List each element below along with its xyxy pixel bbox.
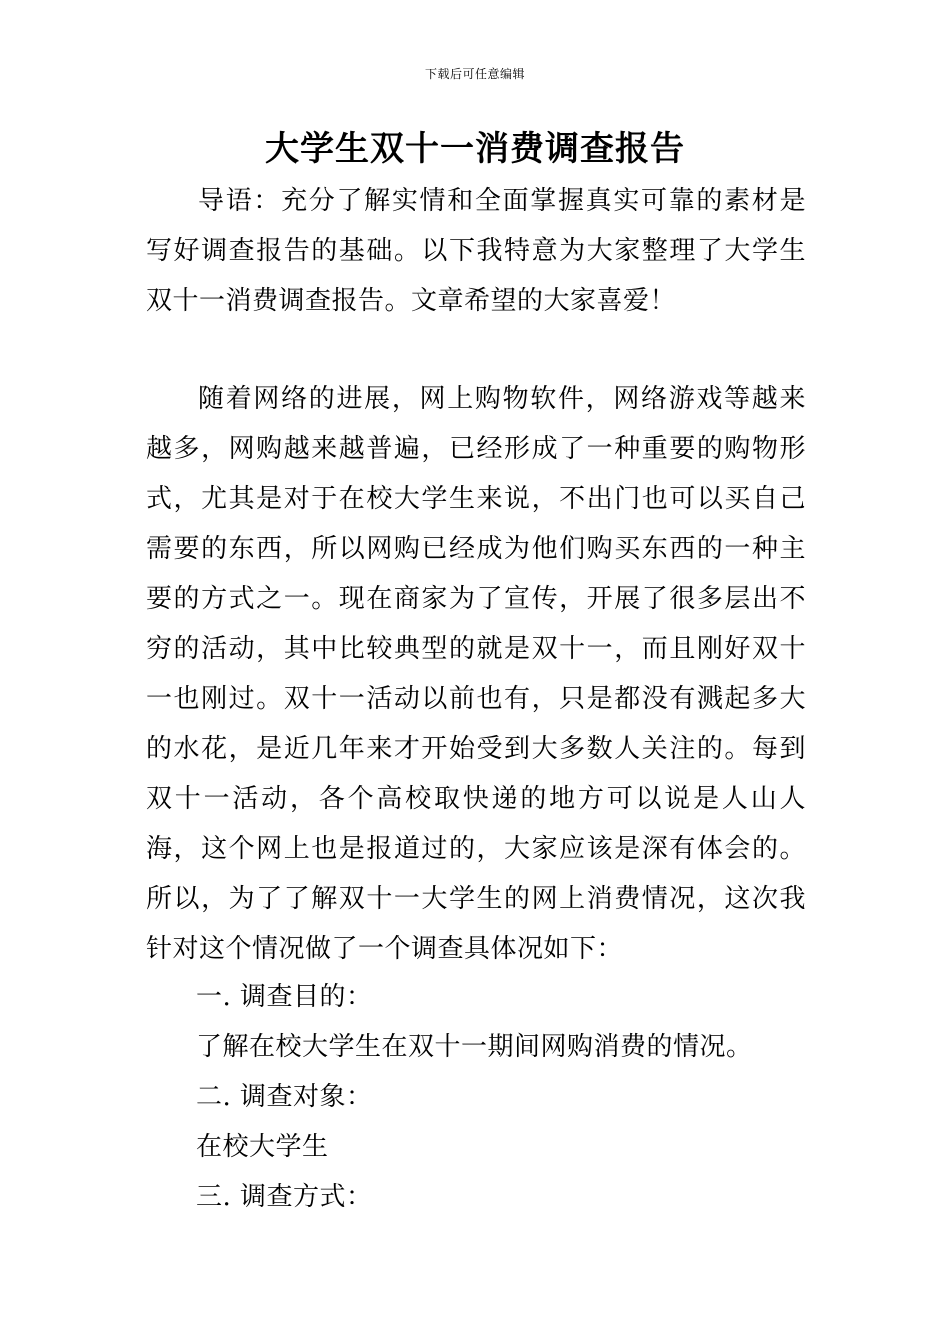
- section-content-subject: 在校大学生: [196, 1132, 329, 1162]
- body-paragraph: 随着网络的进展，网上购物软件，网络游戏等越来越多，网购越来越普遍，已经形成了一种重要的购物形式，尤其是对于在校大学生来说，不出门也可以买自己需要的东西，所以网购已经成为他们购买东西的一种主要的方式之一。现在商家为了宣传，开展了很多层出不穷的活动，其中比较典型的就是双十一，而且刚好双十一也刚过。双十一活动以前也有，只是都没有溅起多大的水花，是近几年来才开始受到大多数人关注的。每到双十一活动，各个高校取快递的地方可以说是人山人海，这个网上也是报道过的，大家应该是深有体会的。所以，为了了解双十一大学生的网上消费情况，这次我针对这个情况做了一个调查具体况如下：: [146, 384, 806, 964]
- document-title: 大学生双十一消费调查报告: [265, 129, 685, 169]
- section-content-purpose: 了解在校大学生在双十一期间网购消费的情况。: [196, 1032, 753, 1062]
- section-heading-subject: 二. 调查对象：: [196, 1082, 373, 1112]
- section-heading-method: 三. 调查方式：: [196, 1182, 373, 1212]
- section-heading-purpose: 一. 调查目的：: [196, 982, 373, 1012]
- intro-paragraph: 导语：充分了解实情和全面掌握真实可靠的素材是写好调查报告的基础。以下我特意为大家整理了大学生双十一消费调查报告。文章希望的大家喜爱！: [146, 186, 806, 316]
- header-note: 下载后可任意编辑: [424, 67, 525, 81]
